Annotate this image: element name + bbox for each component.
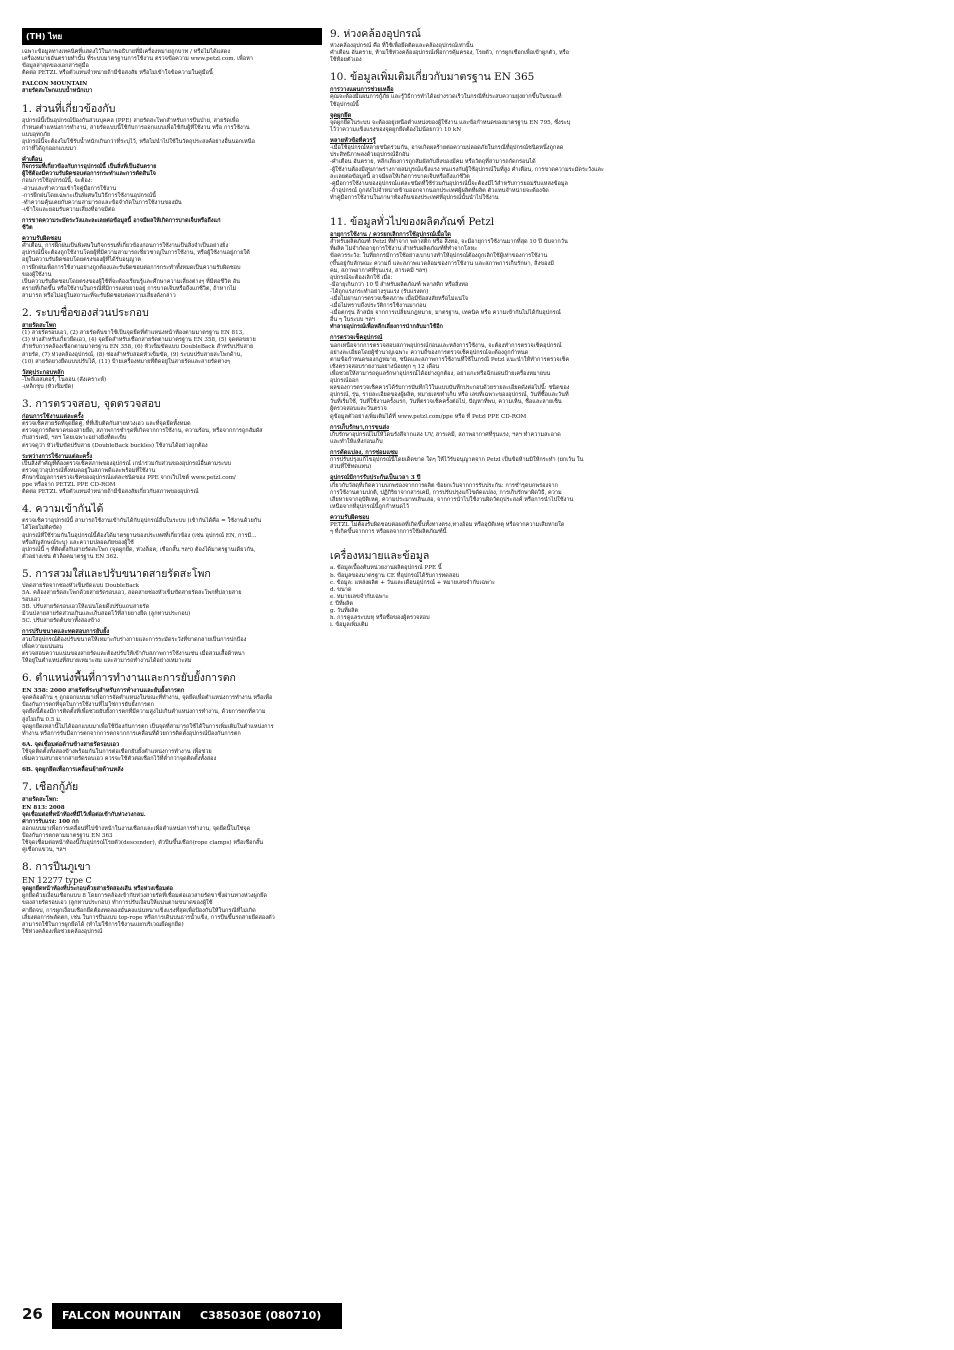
- text-line: คำเตือน, การฝึกฝนเป็นพิเศษในกิจกรรมที่เกี่ยวข้องก่อนการใช้งานเป็นสิ่งจำเป็นอย่างยิ่ง: [22, 243, 229, 250]
- text-line: ตรวจดูการติดขาดของสายยึด, สภาพการชำรุดที่เกิดจากการใช้งาน, ความร้อน, หรือจากการถูกสัมผัส: [22, 428, 263, 435]
- text-line: -เมื่อไม่ผ่านการตรวจเช็คสภาพ เมื่อมีข้อสงสัยหรือไม่แน่ใจ: [330, 295, 468, 302]
- text-line: การฝึกฝนเพื่อการใช้งานอย่างถูกต้องและรับผิดชอบต่อการกระทำทั้งหมดเป็นความรับผิดชอบ: [22, 264, 241, 271]
- text-line: (1) สายรัดรอบเอว, (2) สายรัดต้นขาใช้เป็นจุดยึดที่ตำแหน่งหน้าท้องตามมาตรฐาน EN 813,: [22, 330, 244, 337]
- text-line: สามารถ หรือไม่อยู่ในสถานะที่จะรับผิดชอบต่อความเสี่ยงดังกล่าว: [22, 292, 176, 299]
- text-line: คำเตือน อันตราย, ห้ามใช้ห่วงคล้องอุปกรณ์เพื่อการคุ้มครอง, โรยตัว, การผูกเชือกเพื่อเข้าผูกตัว, หรือ: [330, 50, 570, 57]
- text-line: ตรวจสอบความแน่นของสายรัดและต้องปรับให้เข้ากับสภาพการใช้งานเช่น เมื่อสวมเสื้อผ้าหนา: [22, 650, 245, 657]
- text-line: 5A. คล้องสายรัดสะโพกด้วยสายรัดรอบเอว, สอดสายช่องหัวเข็มขัดสายรัดสะโพกที่ปลายสาย: [22, 590, 242, 596]
- text-line: d. ขนาด: [330, 586, 352, 593]
- text-line: ใช้จุดติดตั้งทั้งสองข้างพร้อมกันในการต่อเชือกยับยั้งตำแหน่งการทำงาน เพื่อช่วย: [22, 749, 212, 756]
- text-line: วันที่เริ่มใช้, วันที่ใช้งานครั้งแรก, วันที่ตรวจเช็คครั้งต่อไป, ปัญหาที่พบ, ความเห็น, ชื่อและลายเซ็น: [330, 399, 562, 406]
- subheading: ทำลายอุปกรณ์เพื่อหลีกเลี่ยงการนำกลับมาใช้อีก: [330, 324, 443, 331]
- text-line: สวมใส่อุปกรณ์ต้องปรับขนาดให้เหมาะกับร่างกายและการระมัดระวังที่ขาดกลายเป็นการปกป้อง: [22, 636, 247, 643]
- text-line: ไว้ว่าความแข็งแรงของจุดผูกยึดต้องไม่น้อยกว่า 10 kN: [330, 126, 462, 133]
- text-line: -อ่านและทำความเข้าใจคู่มือการใช้งาน: [22, 185, 117, 192]
- text-line: อุปกรณ์นี้จะต้องถูกใช้งานโดยผู้ที่มีความสามารถเชี่ยวชาญในการใช้งาน, หรือผู้ใช้งานอยู่ภายใต้: [22, 250, 250, 257]
- language-tab: (TH) ไทย: [22, 28, 322, 45]
- text-line: (3) ห่วงสำหรับเกี่ยวยึดเอว, (4) จุดยึดสำหรับเชือกสายรัดตามมาตรฐาน EN 358, (5) จุดต่อขยาย: [22, 337, 256, 344]
- text-line: -เมื่อไม่ทราบถึงประวัติการใช้งานมาก่อน: [330, 303, 427, 310]
- text-line: ใช้อุปกรณ์นี้: [330, 101, 359, 108]
- subheading: การตรวจเช็คอุปกรณ์: [330, 335, 383, 342]
- subheading: อายุการใช้งาน / ควรยกเลิกการใช้อุปกรณ์เมื่อใด: [330, 232, 451, 239]
- text-line: -ได้ถูกแรงกระทำอย่างรุนแรง (รับแรงตก): [330, 288, 429, 295]
- text-line: PETZL ไม่ต้องรับผิดชอบต่อผลที่เกิดขึ้นทั้งทางตรง,ทางอ้อม หรืออุบัติเหตุ หรือจากความเสียหายใด: [330, 522, 565, 529]
- text-line: -โพลีเอสเตอร์, ไนลอน (สังเคราะห์): [22, 376, 107, 383]
- warning-heading: กิจกรรมที่เกี่ยวข้องกับการอุปกรณ์นี้ เป็นสิ่งที่เป็นอันตราย: [22, 164, 157, 171]
- text-line: การปรับปรุงแก้ไขอุปกรณ์นี้โดยเด็ดขาด ใดๆ ให้ไว้รับอนุญาตจาก Petzl เป็นข้อห้ามมิให้กระทำ (ยกเว้น ใน: [330, 457, 584, 464]
- section-title: 7. เชือกกู้ภัย: [22, 781, 79, 794]
- section-title: 10. ข้อมูลเพิ่มเติมเกี่ยวกับมาตรฐาน EN 365: [330, 71, 535, 84]
- text-line: (10) สายรัดยางยืดแบบปรับได้, (11) ป้ายเครื่องหมายที่ติดอยู่ในสายรัดและสายรัดต่างๆ: [22, 358, 231, 365]
- warning-heading: การขาดความระมัดระวังและละเลยต่อข้อมูลนี้ อาจมีผลให้เกิดการบาดเจ็บหรือถึงแก่: [22, 217, 221, 224]
- subheading: อุปกรณ์มีการรับประกันเป็นเวลา 3 ปี: [330, 475, 421, 482]
- section-title: 9. ห่วงคล้องอุปกรณ์: [330, 28, 421, 40]
- subheading: ความรับผิดชอบ: [22, 236, 62, 243]
- text-line: ละเลยต่อข้อมูลนี้ อาจมีผลให้เกิดการบาดเจ็บหรือถึงแก่ชีวิต: [330, 173, 470, 180]
- section-title: 1. ส่วนที่เกี่ยวข้องกับ: [22, 102, 116, 115]
- text-line: ข้อควรระวัง: ในที่ยกกรมีการใช้อย่างเบาบางทำให้อุปกรณ์ต้องถูกเลิกใช้ผู้เท่าของการใช้งาน: [330, 253, 548, 260]
- page-number: 26: [22, 1305, 43, 1323]
- section-title: 3. การตรวจสอบ, จุดตรวจสอบ: [22, 398, 161, 411]
- text-line: สูงไม่เกิน 0.5 ม.: [22, 716, 62, 723]
- intro-line: ข้อมูลล่าสุดของเอกสารคู่มือ: [22, 63, 89, 70]
- text-line: ห่วงคล้องอุปกรณ์ คือ ที่ใช้เพื่อยึดติดและคล้องอุปกรณ์เท่านั้น: [330, 43, 474, 49]
- text-line: จุดยึดนี้ต้องมีการติดตั้งที่เพื่อช่วยยับยั้งการตกที่มีความสูงไม่เกินตำแหน่งการทำงาน, ด้วยการตกที่ความ: [22, 709, 266, 716]
- text-line: ใช้จุดเชื่อมต่อหน้าท้องนี้กับอุปกรณ์โรยตัว(descender), ตัวปีนขึ้นเชือก(rope clamps) หรือเชือกสั้น: [22, 840, 264, 847]
- text-line: -ถ้าอุปกรณ์ ถูกส่งไปจำหน่ายข้ามออกจากนอกประเทศผู้ผลิตที่ผลิต ตัวแทนจำหน่ายจะต้องจัด: [330, 187, 549, 194]
- text-line: อุปกรณ์นี้ ๆ ที่ติดตั้งกับสายรัดสะโพก (จุดผูกยึด, ห่วงล็อค, เชือกสั้น ฯลฯ) ต้องได้มาตรฐานเดียวกัน,: [22, 546, 256, 553]
- subheading: จุดผูกยึดหน้าท้องที่ประกอบด้วยสายรัดสองเส้น หรือห่วงเชื่อมต่อ: [22, 886, 173, 893]
- intro-line: ติดต่อ PETZL หรือตัวแทนจำหน่ายถ้ามีข้อสงสัย หรือไม่เข้าใจข้อความในคู่มือนี้: [22, 70, 213, 77]
- text-line: ให้อยู่ในตำแหน่งที่สบายเหมาะสม และสามารถทำงานได้อย่างเหมาะสม: [22, 657, 192, 664]
- text-line: ได้โดยไม่ติดขัด): [22, 525, 62, 532]
- text-line: และทำให้แห้งก่อนเก็บ: [330, 438, 383, 445]
- text-line: ใช้ห่วงคล้องเพื่อช่วยคล้องอุปกรณ์: [22, 928, 103, 935]
- product-name: FALCON MOUNTAIN: [22, 81, 88, 88]
- text-line: เพื่อช่วยให้สามารถดูแลรักษาอุปกรณ์ได้อย่างถูกต้อง, อย่าแกะหรือฉีกแผ่นป้ายเครื่องหมายบน: [330, 371, 551, 378]
- section-title: 4. ความเข้ากันได้: [22, 503, 104, 516]
- subheading: ค่าการรับแรง: 100 กก: [22, 818, 79, 825]
- intro-block: [22, 49, 322, 77]
- text-line: เกี่ยวกับวัสดุที่เกิดความบกพร่องจากการผลิต ข้อยกเว้นจากการรับประกัน: การชำรุดบกพร่องจาก: [330, 482, 559, 489]
- text-line: e. หมายเลขจำกับเฉพาะ: [330, 593, 389, 600]
- text-line: ประสิทธิภาพลงด้วยอุปกรณ์อีกอัน: [330, 152, 410, 159]
- text-line: ตรวจดูว่า หัวเข็มขัดปรับสาย (DoubleBack buckles) ใช้งานได้อย่างถูกต้อง: [22, 442, 208, 449]
- text-line: เพื่อความแน่นอน: [22, 643, 64, 650]
- warning-heading: ชีวิต: [22, 224, 33, 231]
- left-column: [22, 28, 322, 936]
- text-line: ตามข้อกำหนดของกฎหมาย, ชนิดและสภาพการใช้งานที่ใช้ในกรณี Petzl แนะนำให้ทำการตรวจเช็ค: [330, 356, 570, 363]
- text-line: กว่าที่ได้ถูกออกแบบมา: [22, 145, 77, 152]
- section-title: เครื่องหมายและข้อมูล: [330, 550, 430, 563]
- section-title: 2. ระบบชื่อของส่วนประกอบ: [22, 307, 149, 320]
- text-line: ผู้ตรวจสอบและวันตรวจ: [330, 406, 387, 413]
- text-line: สำหรับผลิตภัณฑ์ Petzl ที่ทำจาก พลาสติก หรือ สิ่งทอ, จะมีอายุการใช้งานมากที่สุด 10 ปี นับจากวัน: [330, 239, 568, 246]
- text-line: สามารถใช้ในการผูกยึดได้ (ทำไม่ใช้การใช้งานแยกบริเวณยึดผูกยึด): [22, 921, 184, 928]
- text-line: -คำเตือน อันตราย, หลีกเลี่ยงการถูกสัมผัสกับสิ่งของมีคม หรือวัตถุที่สามารถกัดกร่อนได้: [330, 159, 536, 166]
- text-line: กำหนดตำแหน่งการทำงาน, สายรัดแบบนี้ใช้กับการออกแบบเพื่อใช้กับผู้ที่ใช้งาน หรือ การใช้งาน: [22, 124, 250, 131]
- text-line: อย่างละเอียดโดยผู้ชำนาญเฉพาะ ความถี่ของการตรวจเช็คอุปกรณ์จะต้องถูกกำหนด: [330, 349, 529, 356]
- text-line: -มีอายุเกินกว่า 10 ปี สำหรับผลิตภัณฑ์ พลาสติก หรือสิ่งทอ: [330, 281, 469, 288]
- text-line: ผลของการตรวจเช็คควรได้รับการบันทึกไว้ในแบบบันทึกประกอบด้วยรายละเอียดดังต่อไปนี้: ชนิดของ: [330, 385, 570, 392]
- text-line: นอกเหนือจากการตรวจสอบสภาพอุปกรณ์ก่อนและหลังการใช้งาน, จะต้องทำการตรวจเช็คอุปกรณ์: [330, 342, 562, 349]
- text-line: f. ปีที่ผลิต: [330, 600, 354, 607]
- text-line: ก่อนการใช้อุปกรณ์นี้, จะต้อง:: [22, 178, 93, 185]
- text-line: -คู่มือการใช้งานของอุปกรณ์แต่ละชนิดที่ใช้ร่วมกันอุปกรณ์นี้จะต้องมีไว้สำหรับการยอมรับแหล่งข้อมูล: [330, 180, 568, 187]
- text-line: (ขึ้นอยู่กับลักษณะ ความถี่ และสภาพแวดล้อมของการใช้งาน และสภาพการเก็บรักษา, สิ่งของมี: [330, 260, 554, 267]
- text-line: ppe หรือจาก PETZL PPE CD-ROM: [22, 482, 116, 489]
- subheading: วัสดุประกอบหลัก: [22, 369, 65, 376]
- section-title: 6. ตำแหน่งพื้นที่การทำงานและการยับยั้งการตก: [22, 672, 236, 685]
- text-line: b. ข้อมูลของมาตรฐาน CE ที่อุปกรณ์ได้รับการทดสอบ: [330, 572, 460, 579]
- subheading: หลายหัวข้อที่ควรรู้: [330, 138, 376, 145]
- text-line: ดูข้อมูลตัวอย่างเพิ่มเติมได้ที่ www.petzl.com/ppe หรือ ที่ Petzl PPE CD-ROM: [330, 413, 527, 420]
- text-line: 5B. ปรับสายรัดรอบเอวให้แน่นโดยดึงปรับแถบสายรัด: [22, 604, 150, 611]
- text-line: คู่เชือกแขวน, ฯลฯ: [22, 847, 66, 854]
- subheading: EN 358: 2000 สายรัดที่ระบุสำหรับการทำงานและยับยั้งการตก: [22, 688, 185, 695]
- text-line: ม้วนปลายสายรัดส่วนเกินและเก็บสอดไว้ที่สายยางยืด (ลูกทานประกอบ): [22, 611, 191, 618]
- subheading: 6A. จุดเชื่อมต่อด้านข้างสายรัดรอบเอว: [22, 741, 120, 748]
- text-line: ตรายที่เกิดขึ้น หรือใช้งานในกรณีที่มีการแผ่ขยายอยู่ การบาดเจ็บหรือถึงแก่ชีวิต, ถ้าหากไม่: [22, 285, 237, 292]
- text-line: ๆ ที่เกิดขึ้นจากการ หรือผลจากการใช้ผลิตภัณฑ์นี้: [330, 529, 447, 536]
- text-line: เพิ่มความสบายจากสายรัดรอบเอว ควรจะใช้ตัวต่อเชือกไว้ที่ต่ำกว่าจุดติดตั้งทั้งสอง: [22, 756, 217, 763]
- section-title: 5. การสวมใส่และปรับขนาดสายรัดสะโพก: [22, 567, 211, 580]
- product-subtitle: สายรัดสะโพกแบบน้ำหนักเบา: [22, 88, 93, 95]
- text-line: ติดต่อ PETZL หรือตัวแทนจำหน่ายถ้ามีข้อสงสัยเกี่ยวกับสภาพของอุปกรณ์: [22, 489, 199, 496]
- text-line: h. การดูแลระบบหุ หรือชื่อของผู้ตรวจสอบ: [330, 615, 430, 622]
- text-line: ป้องกันการตกตามมาตรฐาน EN 363: [22, 832, 113, 839]
- text-line: อุปกรณ์นี้เป็นอุปกรณ์ป้องกันส่วนบุคคล (PPE) สายรัดสะโพกสำหรับการปีนป่าย, สายรัดเพื่อ: [22, 117, 239, 124]
- text-line: ทำงาน หรือการรับมือการตกจากการตกจากการเคลื่อนที่ด้วยการติดตั้งอุปกรณ์ป้องกันการตก: [22, 730, 241, 737]
- text-line: สายรัด, (7) ห่วงคล้องอุปกรณ์, (8) ช่องสำหรับสอดหัวเข็มขัด, (9) ระบบปรับสายสะโพกด้าน,: [22, 351, 243, 358]
- subheading: ความรับผิดชอบ: [330, 515, 370, 522]
- text-line: จุดคล้องด้าน ๆ ถูกออกแบบมาเพื่อการจัดตำแหน่งในขณะที่ทำงาน, จุดยึดเพื่อตำแหน่งการทำงาน หรือเพื่อ: [22, 695, 273, 702]
- footer-bar: [52, 1303, 342, 1329]
- text-line: c. ข้อมูล: แหล่งผลิต + วันและเดือนอุปกรณ์ + หมายเลขจำกับเฉพาะ: [330, 579, 496, 586]
- text-line: อุปกรณ์, รุ่น, รายละเอียดของผู้ผลิต, หมายเลขทำเก็บ หรือ เลขที่เฉพาะของอุปกรณ์, วันที่ซื้อและวันที่: [330, 392, 569, 399]
- text-line: -เมื่อใช้อุปกรณ์หลายชนิดร่วมกัน, อาจเกิดผลร้ายต่อความปลอดภัยในกรณีที่อุปกรณ์ชนิดหนึ่งถูกลด: [330, 145, 564, 152]
- subheading: จุดผูกยึด: [330, 112, 352, 119]
- text-line: อุปกรณ์ที่ใช้ร่วมกันในอุปกรณ์นี้ต้องได้มาตรฐานของประเทศที่เกี่ยวข้อง (เช่น อุปกรณ์ EN, การมี...: [22, 532, 257, 539]
- text-line: ส่วนที่ใช้ทดแทน): [330, 464, 372, 471]
- text-line: -เหล็กชุบ (หัวเข็มขัด): [22, 384, 74, 390]
- text-line: จุดผูกยึดในระบบ จะต้องอยู่เหนือตำแหน่งของผู้ใช้งาน และข้อกำหนดของมาตรฐาน EN 795, ซึ่งระบุ: [330, 119, 571, 126]
- text-line: ออกแบบมาเพื่อการเคลื่อนที่ไปข้างหน้าในงานเชือกและเพื่อตำแหน่งการทำงาน, จุดยึดนี้ไม่ใช่จุด: [22, 825, 251, 832]
- text-line: ของสายรัดรอบเอว (ลูกทานประกอบ) ทำการปรับเงื่อนให้แน่นตามขนาดของผู้ใช้: [22, 900, 213, 907]
- right-column: [330, 28, 622, 629]
- text-line: จุดผูกยึดเหล่านี้ไม่ได้ออกแบบมาเพื่อใช้ป้องกันการตก เป็นจุดที่สามารถใช้ได้ในการเพิ่มเติมในตำแหน่งการ: [22, 723, 274, 730]
- intro-line: เฉพาะข้อมูลทางเทคนิคที่แสดงไว้ในภาพอธิบายที่มีเครื่องหมายถูกบาท / หรือไม่ได้แสดง: [22, 49, 231, 55]
- text-line: อยู่ในความรับผิดชอบโดยตรงของผู้ที่ได้รับอนุญาต: [22, 257, 141, 264]
- text-line: คม, สภาพอากาศที่รุนแรง, สารเคมี ฯลฯ): [330, 267, 428, 274]
- section-title: 8. การปีนภูเขา: [22, 861, 91, 874]
- text-line: i. ข้อมูลเพิ่มเติม: [330, 622, 369, 629]
- text-line: -ทำความคุ้นเคยกับความสามารถและข้อจำกัดในการใช้งานของมัน: [22, 199, 182, 206]
- text-line: -เข้าใจและยอมรับความเสี่ยงที่อาจมีต่อ: [22, 206, 115, 213]
- text-line: การใช้งานตามปกติ, ปฏิกิริยาจากสารเคมี, การปรับปรุงแก้ไขดัดแปลง, การเก็บรักษาผิดวิธี, ความ: [330, 489, 562, 496]
- section-title: 11. ข้อมูลทั่วไปของผลิตภัณฑ์ Petzl: [330, 216, 495, 229]
- text-line: แบบอุทกภัย: [22, 131, 51, 138]
- text-line: กับสารเคมี, ฯลฯ โดยเฉพาะอย่างยิ่งที่ตะเข็บ: [22, 435, 127, 442]
- text-line: เหนือจากที่อุปกรณ์นี้ถูกกำหนดไว้: [330, 503, 409, 510]
- text-line: ปลดสายรัดจากช่องหัวเข็มขัดแบบ DoubleBack: [22, 582, 140, 589]
- text-line: -เมื่อตกรุ่น ล้าสมัย จากการเปลี่ยนกฎหมาย, มาตรฐาน, เทคนิค หรือ ความเข้ากันไม่ได้กับอุปกรณ์: [330, 310, 561, 317]
- warning-heading: ผู้ใช้ต้องมีความรับผิดชอบต่อการกระทำและการตัดสินใจ: [22, 171, 156, 178]
- page-footer: [22, 1303, 932, 1329]
- subheading: การดัดแปลง, การซ่อมแซม: [330, 450, 398, 457]
- text-line: เป็นความรับผิดชอบโดยตรงของผู้ใช้ที่จะต้องเรียนรู้และศึกษาความเสี่ยงต่างๆ ที่มีต่อชีวิต อัน: [22, 278, 240, 285]
- text-line: เชิงตรวจสอบรายงานอย่างน้อยทุก ๆ 12 เดือน: [330, 363, 440, 370]
- subheading: ระหว่างการใช้งานแต่ละครั้ง: [22, 453, 93, 460]
- text-line: -ผู้ใช้งานต้องมีสุขภาพร่างกายสมบูรณ์แข็งแรง ทนแรงกับผู้ใช้อุปกรณ์ในที่สูง คำเตือน, การขาดความระมัดระวังและ: [330, 166, 604, 173]
- text-line: อุปกรณ์ออก: [330, 378, 359, 385]
- text-line: คุณจะต้องมีแผนการกู้ภัย และรู้วิธีการทำได้อย่างรวดเร็วในกรณีที่ประสบความยุ่งยากขึ้นในขณะที่: [330, 94, 562, 101]
- text-line: ที่ผลิต ไม่จำกัดอายุการใช้งาน สำหรับผลิตภัณฑ์ที่ทำจากโลหะ: [330, 246, 478, 253]
- text-line: เสียหายจากอุบัติเหตุ, ความประมาทเลินเล่อ, จากการนำไปใช้งานผิดวัตถุประสงค์ หรือการนำไปใช้งาน: [330, 496, 574, 503]
- text-line: สำหรับการคล้องเชือกตามมาตรฐาน EN 358, (6) หัวเข็มขัดแบบ DoubleBack สำหรับปรับสาย: [22, 344, 254, 351]
- text-line: a. ข้อมูลเบื้องต้นหน่วยงานผลิตอุปกรณ์ PPE นี้: [330, 565, 442, 572]
- intro-line: เครื่องหมายอันตรายทำนั้น ที่ระบบมาตรฐานการใช้งาน ตรวจข้อความ www.petzl.com. เพื่อหา: [22, 56, 253, 63]
- text-line: ทำคู่มือการใช้งานในภาษาท้องถิ่นของประเทศที่อุปกรณ์นั้นนำไปใช้งาน: [330, 194, 499, 201]
- text-line: เป็นสิ่งสำคัญที่ต้องตรวจเช็คสภาพของอุปกรณ์ เกนำร่วมกับส่วนของอุปกรณ์อื่นตามระบบ: [22, 460, 232, 467]
- subheading: 6B. จุดผูกยึดเพื่อการเคลื่อนย้ายด้านหลัง: [22, 767, 124, 774]
- text-line: -การฝึกฝนโดยเฉพาะเป็นพิเศษในวิธีการใช้งานอุปกรณ์นี้: [22, 192, 156, 199]
- subheading: การวางแผนการช่วยเหลือ: [330, 87, 394, 94]
- subheading: สายรัดสะโพก: [22, 323, 57, 330]
- subheading: สายรัดสะโพก:: [22, 797, 59, 804]
- text-line: ตรวจเช็คว่าอุปกรณ์นี้ สามารถใช้งานเข้ากันได้กับอุปกรณ์อื่นในระบบ (เข้ากันได้คือ = ใช้งานด้วยกัน: [22, 518, 262, 525]
- text-line: รอบเอว: [22, 597, 41, 604]
- standard-label: EN 813: 2008: [22, 804, 65, 811]
- text-line: อุปกรณ์นี้จะต้องไม่ใช้รับน้ำหนักเกินกว่าที่ระบุไว้, หรือไม่นำไปใช้ในวัตถุประสงค์อย่างอื่นนอกเหนือ: [22, 138, 255, 145]
- text-line: 5C. ปรับสายรัดต้นขาทั้งสองข้าง: [22, 618, 100, 625]
- text-line: ค่ายึดจบ, การผูกเงื่อนเชือกยึดต้องทดลองมั่นคงแน่นหนาแข็งแรงที่สุดเพื่อป้องกันให้ในกรณีที่ไม่เกิด: [22, 907, 256, 914]
- text-line: ตัวอย่างเช่น ตัวล็อคมาตรฐาน EN 362.: [22, 553, 119, 560]
- text-line: หรือสัญลักษณ์ระบุ) และความปลอดภัยของผู้ใช้: [22, 539, 134, 546]
- subheading: จุดเชื่อมต่อที่หน้าท้องที่มีไว้เพื่อต่อเข้ากับห่วงวงกลม.: [22, 811, 146, 818]
- text-line: g. วันที่ผลิต: [330, 607, 359, 614]
- text-line: ใช้ห้อยตัวเอง: [330, 57, 362, 64]
- subheading: คำเตือน: [22, 157, 43, 164]
- text-line: เก็บรักษาอุปกรณ์ไม่ให้โดนรังสีจากแสง UV, สารเคมี, สภาพอากาศที่รุนแรง, ฯลฯ ทำความสะอาด: [330, 431, 561, 438]
- text-line: ตรวจเช็คสายรัดที่จุดยึดคู่, ที่ที่เย็บติดกับสายห่วงเอว และที่จุดยึดทั้งหมด: [22, 421, 191, 428]
- text-line: เสี่ยงต่อการพลัดตก, เช่น ในการปีนแบบ top-rope หรือการเดินบนธารน้ำแข็ง, การปีนขึ้นรถสายยึดสองตัว: [22, 914, 275, 921]
- subheading: การปรับขนาดและทดสอบการยับยั้ง: [22, 629, 110, 636]
- text-line: ศึกษาข้อมูลการตรวจเช็คของอุปกรณ์แต่ละชนิดของ PPE จากเว็บไซต์ www.petzl.com/: [22, 475, 236, 482]
- text-line: ตรวจดูว่าอุปกรณ์ทั้งหมดอยู่ในสภาพดีและพร้อมที่ใช้งาน: [22, 467, 156, 474]
- text-line: ผูกยึดด้วยเงื่อนเชือกแบบ 8 โดยการคล้องเข้ากับห่วงสายรัดที่เชื่อมต่อเอวสายรัดขาซึ่งผ่านทางห่วงผูกยึด: [22, 893, 268, 900]
- subheading: การเก็บรักษา,การขนส่ง: [330, 424, 389, 431]
- text-line: อื่น ๆ ในระบบ ฯลฯ: [330, 317, 375, 324]
- text-line: ป้องกันการตกที่จุดในการใช้งานที่ไม่ใช่การยับยั้งการตก: [22, 702, 154, 709]
- standard-label: EN 12277 type C: [22, 876, 92, 886]
- footer-code: C385030E (080710): [200, 1309, 322, 1322]
- subheading: ก่อนการใช้งานแต่ละครั้ง: [22, 414, 84, 421]
- text-line: อุปกรณ์จะต้องเลิกใช้ เมื่อ:: [330, 274, 393, 281]
- text-line: ของผู้ใช้งาน: [22, 271, 52, 278]
- footer-product: FALCON MOUNTAIN: [62, 1309, 182, 1322]
